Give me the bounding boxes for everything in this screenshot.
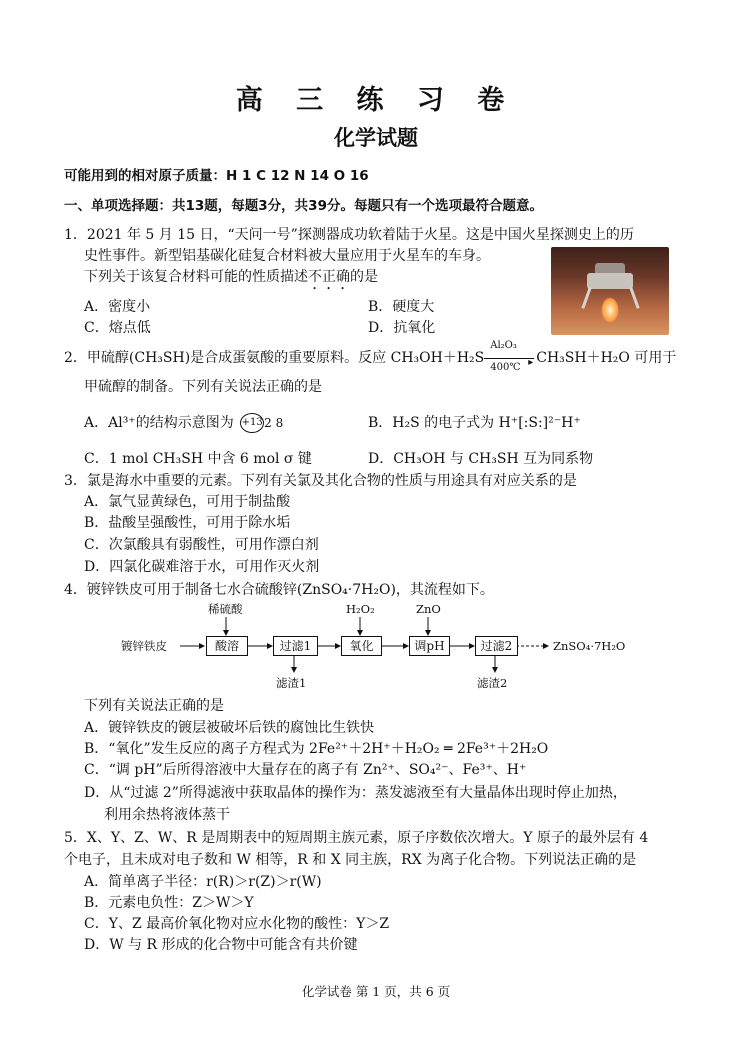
q3-option-b: B．盐酸呈强酸性，可用于除水垢 [84,515,291,531]
q5-line1: 5．X、Y、Z、W、R 是周期表中的短周期主族元素，原子序数依次增大。Y 原子的最外层有 4 [64,830,649,846]
flow-box-filter-1: 过滤1 [273,636,318,656]
q3-option-c: C．次氯酸具有弱酸性，可用作漂白剂 [84,537,319,553]
q2-option-d: D．CH₃OH 与 CH₃SH 互为同系物 [368,451,594,467]
q1-line1: 1．2021 年 5 月 15 日，“天问一号”探测器成功软着陆于火星。这是中国火星探测史上的历 [64,227,634,243]
q2-line1-post: CH₃SH＋H₂O 可用于 [536,350,677,366]
q4-option-b: B．“氧化”发生反应的离子方程式为 2Fe²⁺＋2H⁺＋H₂O₂ ═ 2Fe³⁺＋2H₂O [84,741,549,757]
electron-shells: 2 8 [264,416,284,430]
q1-option-c: C．熔点低 [84,320,151,336]
q1-option-d: D．抗氧化 [368,320,436,336]
q5-option-b: B．元素电负性：Z＞W＞Y [84,895,254,911]
q5-line2: 个电子，且未成对电子数和 W 相等，R 和 X 同主族，RX 为离子化合物。下列说法正确的是 [64,852,637,868]
arrow-head: ▸ [528,357,534,368]
q4-option-d-line2: 利用余热将液体蒸干 [104,807,230,823]
page-title: 高 三 练 习 卷 [235,85,517,116]
q2-option-b: B．H₂S 的电子式为 H⁺[:S:]²⁻H⁺ [368,415,581,431]
condition-label: 400℃ [490,362,521,373]
q3-option-d: D．四氯化碳难溶于水，可用作灭火剂 [84,559,320,575]
flow-residue-2: 滤渣2 [477,676,508,690]
page-footer: 化学试卷 第 1 页，共 6 页 [301,984,451,999]
flow-box-filter-2: 过滤2 [475,636,518,656]
q4-option-c: C．“调 pH”后所得溶液中大量存在的离子有 Zn²⁺、SO₄²⁻、Fe³⁺、H⁺ [84,762,527,778]
q2-option-a-text: A．Al³⁺的结构示意图为 [84,415,234,431]
q5-option-c: C．Y、Z 最高价氧化物对应水化物的酸性：Y＞Z [84,916,390,932]
section1-heading: 一、单项选择题：共13题，每题3分，共39分。每题只有一个选项最符合题意。 [64,198,543,214]
flow-product: ZnSO₄·7H₂O [553,639,626,653]
q1-line3-pre: 下列关于该复合材料可能的性质描述 [84,269,308,285]
q4-stem: 4．镀锌铁皮可用于制备七水合硫酸锌(ZnSO₄·7H₂O)，其流程如下。 [64,582,494,598]
flow-reagent-3: ZnO [416,602,441,616]
q5-option-a: A．简单离子半径：r(R)＞r(Z)＞r(W) [84,874,322,890]
nucleus-circle: +13 [240,413,264,433]
q4-option-a: A．镀锌铁皮的镀层被破坏后铁的腐蚀比生铁快 [84,720,375,736]
q1-option-a: A．密度小 [84,299,151,315]
flow-box-acid-dissolve: 酸溶 [206,636,248,656]
q1-option-b: B．硬度大 [368,299,435,315]
flow-reagent-2: H₂O₂ [346,602,375,616]
flow-reagent-1: 稀硫酸 [208,602,243,616]
q2-option-c: C．1 mol CH₃SH 中含 6 mol σ 键 [84,451,312,467]
q1-emphasis: 不正确 [308,269,350,285]
flow-residue-1: 滤渣1 [276,676,307,690]
q4-option-d-line1: D．从“过滤 2”所得滤液中获取晶体的操作为：蒸发滤液至有大量晶体出现时停止加热， [84,785,627,801]
q3-option-a: A．氯气显黄绿色，可用于制盐酸 [84,494,291,510]
q1-line2: 史性事件。新型铝基碳化硅复合材料被大量应用于火星车的车身。 [84,248,490,264]
q2-line2: 甲硫醇的制备。下列有关说法正确的是 [84,379,322,395]
q3-stem: 3．氯是海水中重要的元素。下列有关氯及其化合物的性质与用途具有对应关系的是 [64,473,577,489]
flow-box-oxidize: 氧化 [341,636,382,656]
q1-line3-post: 的是 [350,269,378,285]
q5-option-d: D．W 与 R 形成的化合物中可能含有共价键 [84,937,358,953]
flow-box-adjust-ph: 调pH [409,636,450,656]
page-subtitle: 化学试题 [334,125,418,150]
q4-ask: 下列有关说法正确的是 [84,698,224,714]
flow-start: 镀锌铁皮 [121,639,167,653]
q2-line1-pre: 2．甲硫醇(CH₃SH)是合成蛋氨酸的重要原料。反应 CH₃OH＋H₂S [64,350,485,366]
catalyst-label: Al₂O₃ [490,340,517,351]
atomic-masses: 可能用到的相对原子质量：H 1 C 12 N 14 O 16 [64,168,369,184]
